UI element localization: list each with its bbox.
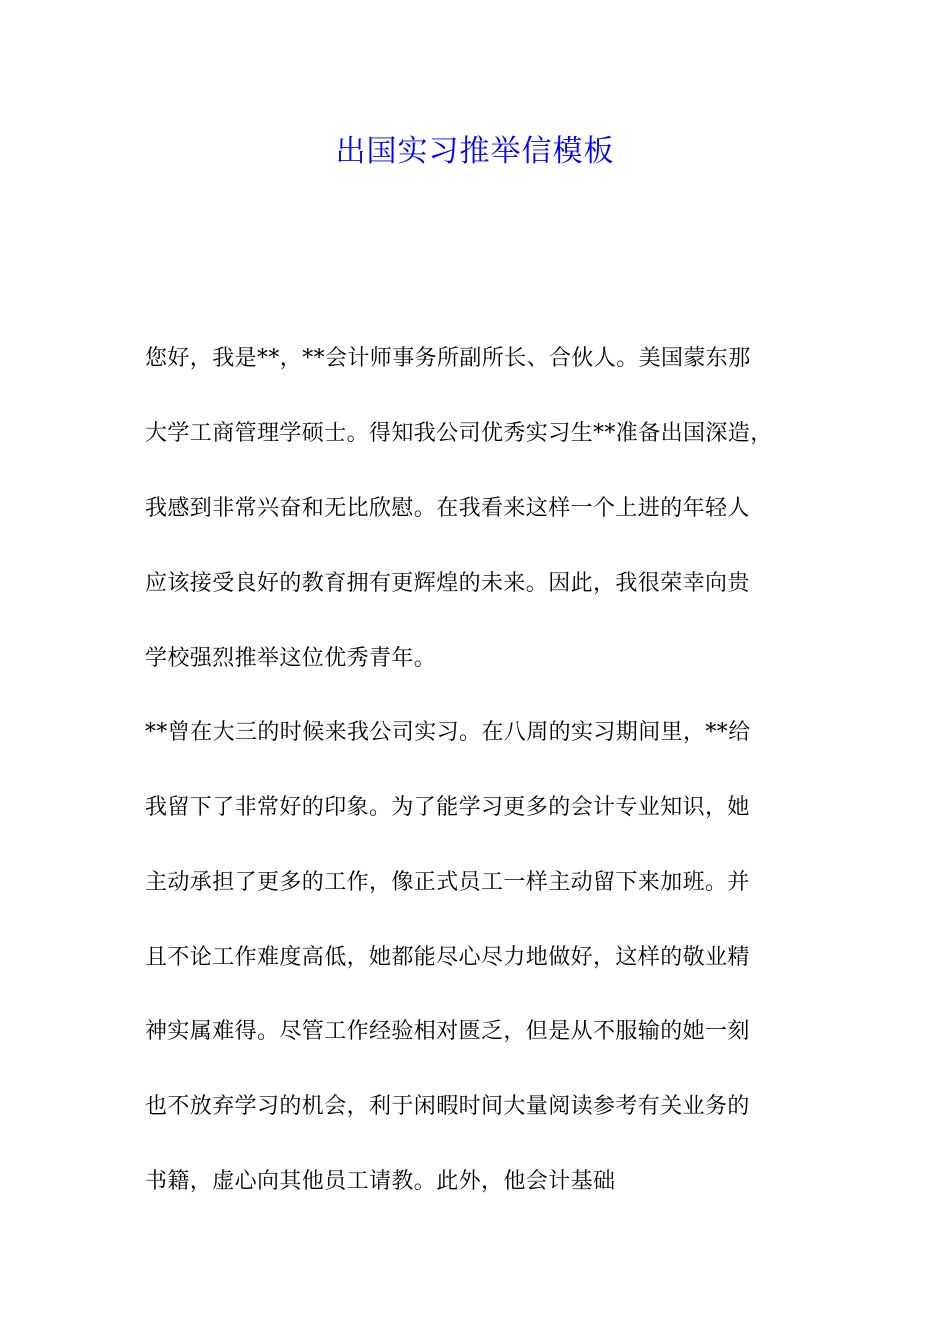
document-title: 出国实习推举信模板 <box>335 134 615 169</box>
body-line-5: 学校强烈推举这位优秀青年。 <box>145 646 437 671</box>
body-line-11: 也不放弃学习的机会，利于闲暇时间大量阅读参考有关业务的 <box>145 1094 750 1119</box>
body-line-1: 您好，我是**，**会计师事务所副所长、合伙人。美国蒙东那 <box>145 346 751 371</box>
body-line-7: 我留下了非常好的印象。为了能学习更多的会计专业知识，她 <box>145 795 750 820</box>
body-line-6: **曾在大三的时候来我公司实习。在八周的实习期间里，**给 <box>145 720 751 745</box>
body-line-8: 主动承担了更多的工作，像正式员工一样主动留下来加班。并 <box>145 870 750 895</box>
body-line-3: 我感到非常兴奋和无比欣慰。在我看来这样一个上进的年轻人 <box>145 496 750 521</box>
body-line-12: 书籍，虚心向其他员工请教。此外，他会计基础 <box>145 1169 616 1194</box>
body-line-10: 神实属难得。尽管工作经验相对匮乏，但是从不服输的她一刻 <box>145 1019 750 1044</box>
body-line-9: 且不论工作难度高低，她都能尽心尽力地做好，这样的敬业精 <box>145 945 750 970</box>
body-line-2: 大学工商管理学硕士。得知我公司优秀实习生**准备出国深造， <box>145 421 773 446</box>
body-line-4: 应该接受良好的教育拥有更辉煌的未来。因此，我很荣幸向贵 <box>145 571 750 596</box>
